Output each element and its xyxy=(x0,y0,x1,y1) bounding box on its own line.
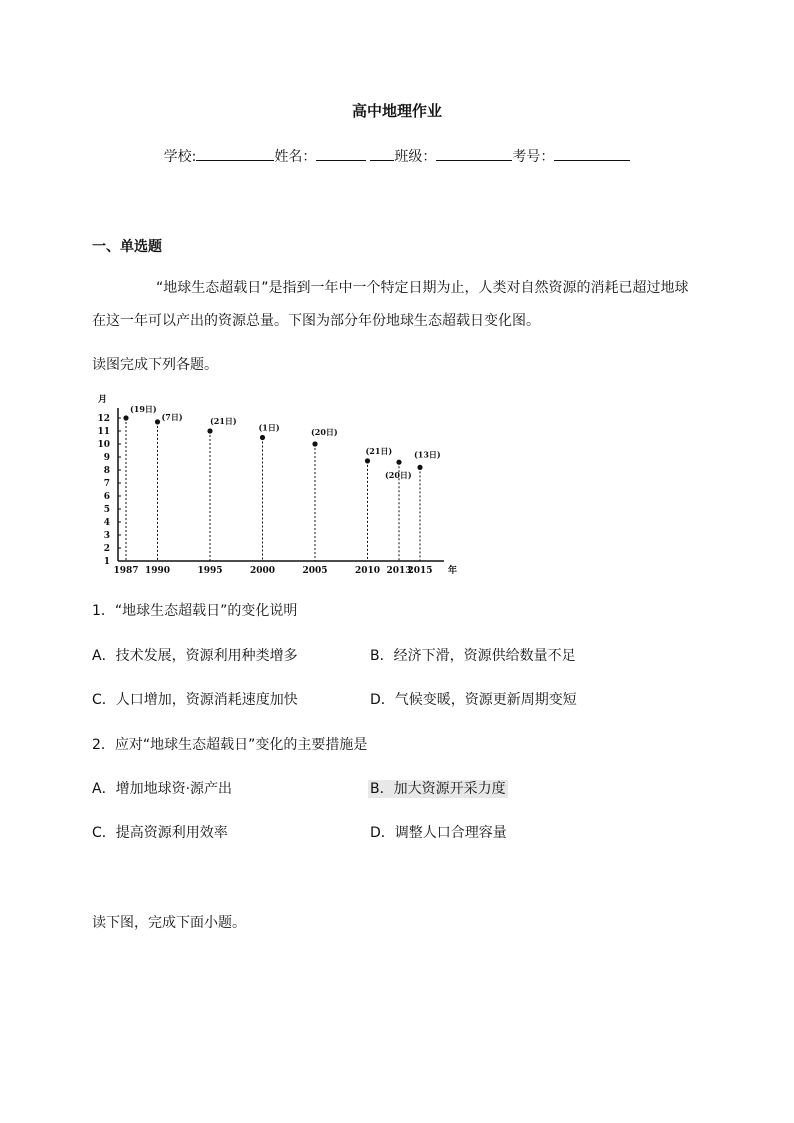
overshoot-day-chart xyxy=(92,388,472,580)
x-axis-label: 年 xyxy=(448,566,458,576)
exam-number-field[interactable] xyxy=(554,146,630,161)
class-field[interactable] xyxy=(436,146,512,161)
data-point xyxy=(396,460,401,465)
y-tick-label: 10 xyxy=(97,440,110,450)
y-tick-label: 9 xyxy=(103,453,110,463)
x-tick-label: 2000 xyxy=(249,566,276,576)
point-day-label: (1日) xyxy=(258,422,280,433)
name-label: 姓名： xyxy=(274,149,317,165)
school-field[interactable] xyxy=(196,146,274,161)
point-day-label: (19日) xyxy=(130,404,157,414)
x-tick-label: 1987 xyxy=(113,566,139,576)
x-tick-label: 2013 xyxy=(386,566,412,576)
q2-stem: 2．应对“地球生态超载日”变化的主要措施是 xyxy=(92,737,368,753)
q1-option-c[interactable]: C．人口增加，资源消耗速度加快 xyxy=(92,692,298,708)
point-day-label: (7日) xyxy=(161,411,183,422)
data-point xyxy=(260,435,265,440)
q1-option-a[interactable]: A．技术发展，资源利用种类增多 xyxy=(92,648,298,664)
data-point xyxy=(417,465,422,470)
y-tick-label: 1 xyxy=(103,557,110,567)
x-tick-label: 1990 xyxy=(144,566,171,576)
y-axis-label: 月 xyxy=(98,395,108,405)
instruction: 读图完成下列各题。 xyxy=(92,357,218,373)
intro-line-2: 在这一年可以产出的资源总量。下图为部分年份地球生态超载日变化图。 xyxy=(92,313,540,329)
point-day-label: (21日) xyxy=(365,445,393,456)
y-tick-label: 6 xyxy=(103,492,110,502)
school-label: 学校: xyxy=(163,149,197,165)
next-instruction: 读下图，完成下面小题。 xyxy=(92,915,246,931)
section-title: 一、单选题 xyxy=(92,239,162,255)
x-tick-label: 2010 xyxy=(354,566,381,576)
y-tick-label: 3 xyxy=(103,531,110,541)
y-tick-label: 4 xyxy=(103,518,110,528)
point-day-label: (20日) xyxy=(311,427,338,437)
q1-option-d[interactable]: D．气候变暖，资源更新周期变短 xyxy=(370,692,577,708)
q2-option-d[interactable]: D．调整人口合理容量 xyxy=(370,825,507,841)
y-tick-label: 12 xyxy=(97,414,110,424)
y-tick-label: 7 xyxy=(103,479,110,489)
exam-number-label: 考号： xyxy=(512,149,555,165)
q2-option-b[interactable] xyxy=(368,778,508,798)
y-tick-label: 2 xyxy=(103,544,110,554)
class-label: 班级： xyxy=(394,149,437,165)
name-field-extra[interactable] xyxy=(370,146,394,161)
x-tick-label: 2015 xyxy=(407,566,433,576)
page-title: 高中地理作业 xyxy=(351,102,442,120)
point-day-label: (20日) xyxy=(385,470,412,481)
x-tick-label: 1995 xyxy=(197,566,223,576)
q2-option-c[interactable]: C．提高资源利用效率 xyxy=(92,825,228,841)
point-day-label: (21日) xyxy=(210,416,237,426)
y-tick-label: 8 xyxy=(103,466,110,476)
data-point xyxy=(312,441,317,446)
intro-line-1: “地球生态超载日”是指到一年中一个特定日期为止，人类对自然资源的消耗已超过地球 xyxy=(156,280,689,296)
q1-stem: 1．“地球生态超载日”的变化说明 xyxy=(92,603,298,619)
x-tick-label: 2005 xyxy=(302,566,328,576)
name-field[interactable] xyxy=(316,146,366,161)
q2-option-b-label: B．加大资源开采力度 xyxy=(370,781,506,797)
data-point xyxy=(155,419,160,424)
y-tick-label: 5 xyxy=(103,505,110,515)
data-point xyxy=(207,428,212,433)
q1-option-b[interactable]: B．经济下滑，资源供给数量不足 xyxy=(370,648,576,664)
data-point xyxy=(365,458,370,463)
data-point xyxy=(123,415,128,420)
y-tick-label: 11 xyxy=(97,427,110,437)
q2-option-a[interactable]: A．增加地球资·源产出 xyxy=(92,781,233,797)
student-info-line xyxy=(0,146,794,166)
point-day-label: (13日) xyxy=(414,449,441,460)
